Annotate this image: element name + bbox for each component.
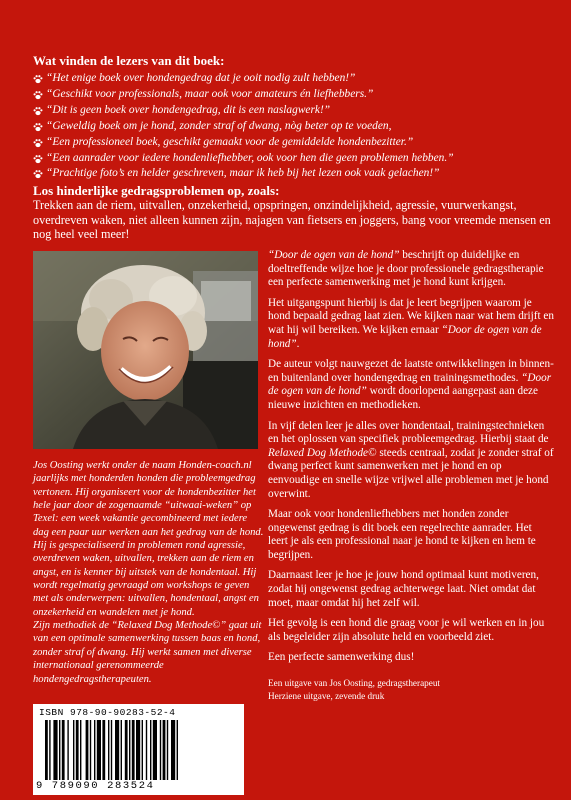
barcode-bar: [62, 720, 65, 780]
review-item: “Een aanrader voor iedere hondenliefhebber, ook voor hen die geen problemen hebben.”: [33, 151, 553, 167]
description-paragraph: “Door de ogen van de hond” beschrijft op duidelijke en doeltreffende wijze hoe je door professionele gedragstherapie een perfecte samenwerking met je hond kunt krijgen.: [268, 249, 544, 289]
barcode-bar: [97, 720, 101, 780]
bio-paragraph: Zijn methodiek de “Relaxed Dog Methode©” gaat uit van een optimale samenwerking tussen baas en hond, zonder straf of dwang. Hij werkt samen met diverse internationaal gerenommeerde hondengedragstherapeuten.: [33, 620, 262, 685]
barcode-bar: [90, 720, 91, 780]
review-item: “Geschikt voor professionals, maar ook voor amateurs én liefhebbers.”: [33, 87, 553, 103]
barcode-bar: [111, 720, 112, 780]
author-photo: [33, 251, 258, 449]
review-item: “Dit is geen boek over hondengedrag, dit is een naslagwerk!”: [33, 103, 553, 119]
barcode-bar: [115, 720, 119, 780]
paw-icon: [33, 106, 43, 116]
closing-line: Een perfecte samenwerking dus!: [268, 651, 415, 664]
barcode-bar: [73, 720, 74, 780]
review-item: “Geweldig boek om je hond, zonder straf of dwang, nòg beter op te voeden,: [33, 119, 553, 135]
description-paragraph: De auteur volgt nauwgezet de laatste ontwikkelingen in binnen- en buitenland over hondengedrag en trainingsmethodes. “Door de ogen van de hond” wordt doorlopend aangepast aan deze nieuwe inzichten en methodieken.: [268, 358, 554, 411]
barcode-bar: [142, 720, 143, 780]
description-paragraph: Daarnaast leer je hoe je jouw hond optimaal kunt motiveren, zodat hij ongewenst gedrag achterwege laat. Niet omdat dat moet, maar omdat hij het zelf wil.: [268, 569, 539, 609]
barcode-bar: [49, 720, 50, 780]
barcode-bar: [160, 720, 161, 780]
review-item: “Een professioneel boek, geschikt gemaakt voor de gemiddelde hondenbezitter.”: [33, 135, 553, 151]
barcode-bar: [80, 720, 81, 780]
barcode-bar: [59, 720, 60, 780]
barcode-bar: [129, 720, 130, 780]
reviews-heading: Wat vinden de lezers van dit boek:: [33, 53, 225, 68]
barcode-bar: [53, 720, 57, 780]
barcode-bar: [121, 720, 122, 780]
review-item: “Prachtige foto’s en helder geschreven, maar ik heb bij het lezen ook vaak gelachen!”: [33, 166, 553, 182]
barcode-bar: [177, 720, 178, 780]
barcode-bar: [132, 720, 135, 780]
edition-line: Herziene uitgave, zevende druk: [268, 691, 385, 702]
barcode-bar: [146, 720, 147, 780]
publisher-line: Een uitgave van Jos Oosting, gedragstherapeut: [268, 678, 440, 689]
paw-icon: [33, 138, 43, 148]
paw-icon: [33, 74, 43, 84]
isbn-text: ISBN 978-90-90283-52-4: [39, 707, 176, 718]
paw-icon: [33, 90, 43, 100]
review-item: “Het enige boek over hondengedrag dat je ooit nodig zult hebben!”: [33, 71, 553, 87]
description-paragraph: Het uitgangspunt hierbij is dat je leert begrijpen waarom je hond bepaald gedrag laat zien. We kijken naar wat hem drijft en wat hij wil bereiken. We kijken ernaar “Door de ogen van de hond”.: [268, 296, 554, 350]
barcode-number: 9 789090 283524: [36, 780, 155, 792]
barcode-bar: [94, 720, 95, 780]
description-paragraph: Maar ook voor hondenliefhebbers met honden zonder ongewenst gedrag is dit boek een regelrechte aanrader. Het leert je als een professional naar je hond te kijken en hem te begrijpen.: [268, 508, 536, 561]
description-paragraph: In vijf delen leer je alles over hondentaal, trainingstechnieken en het oplossen van specifiek probleemgedrag. Hierbij staat de Relaxed Dog Methode© steeds centraal, zodat je zonder straf of dwang perfect kunt samenwerken met je hond en op eenvoudige en snelle wijze vrijwel alle problemen met je hond overwint.: [268, 419, 554, 500]
description-paragraph: Het gevolg is een hond die graag voor je wil werken en in jou als begeleider zijn absolute held en voorbeeld ziet.: [268, 617, 545, 643]
barcode-bar: [86, 720, 89, 780]
book-description: [268, 249, 554, 703]
barcode-bar: [108, 720, 109, 780]
problems-heading: Los hinderlijke gedragsproblemen op, zoals:: [33, 183, 280, 198]
barcode-bar: [171, 720, 175, 780]
paw-icon: [33, 154, 43, 164]
barcode-bars: [45, 720, 235, 780]
barcode-bar: [150, 720, 151, 780]
barcode-bar: [136, 720, 140, 780]
barcode-bar: [102, 720, 105, 780]
barcode-bar: [125, 720, 128, 780]
barcode-bar: [167, 720, 168, 780]
barcode-bar: [76, 720, 79, 780]
problems-text: Trekken aan de riem, uitvallen, onzekerheid, opspringen, onzindelijkheid, agressie, vuurwerkangst, overdreven waken, niet alleen kunnen zijn, najagen van fietsers en joggers, bang voor vreemde mensen en nog heel veel meer!: [33, 198, 551, 241]
paw-icon: [33, 122, 43, 132]
reader-reviews: [33, 53, 553, 182]
barcode-bar: [67, 720, 68, 780]
barcode-bar: [153, 720, 157, 780]
bio-paragraph: Jos Oosting werkt onder de naam Honden-coach.nl jaarlijks met honderden honden die probleemgedrag vertonen. Hij organiseert voor de hondenbezitter het hele jaar door de zogenaamde “uitwaai-weken” op Texel: een week vakantie gecombineerd met iedere dag een paar uur werken aan het gedrag van de hond. Hij is gespecialiseerd in problemen rond agressie, overdreven waken, uitvallen, trekken aan de riem en angst, en is kenner bij uitstek van de hondentaal. Hij wordt regelmatig gevraagd om workshops te geven met als onderwerpen: uitvallen, hondentaal, angst en onzekerheid en wandelen met je hond.: [33, 460, 264, 618]
barcode-bar: [45, 720, 48, 780]
problems-section: [33, 183, 553, 242]
paw-icon: [33, 169, 43, 179]
author-bio: [33, 459, 265, 686]
barcode-bar: [163, 720, 166, 780]
isbn-barcode: [33, 704, 244, 795]
